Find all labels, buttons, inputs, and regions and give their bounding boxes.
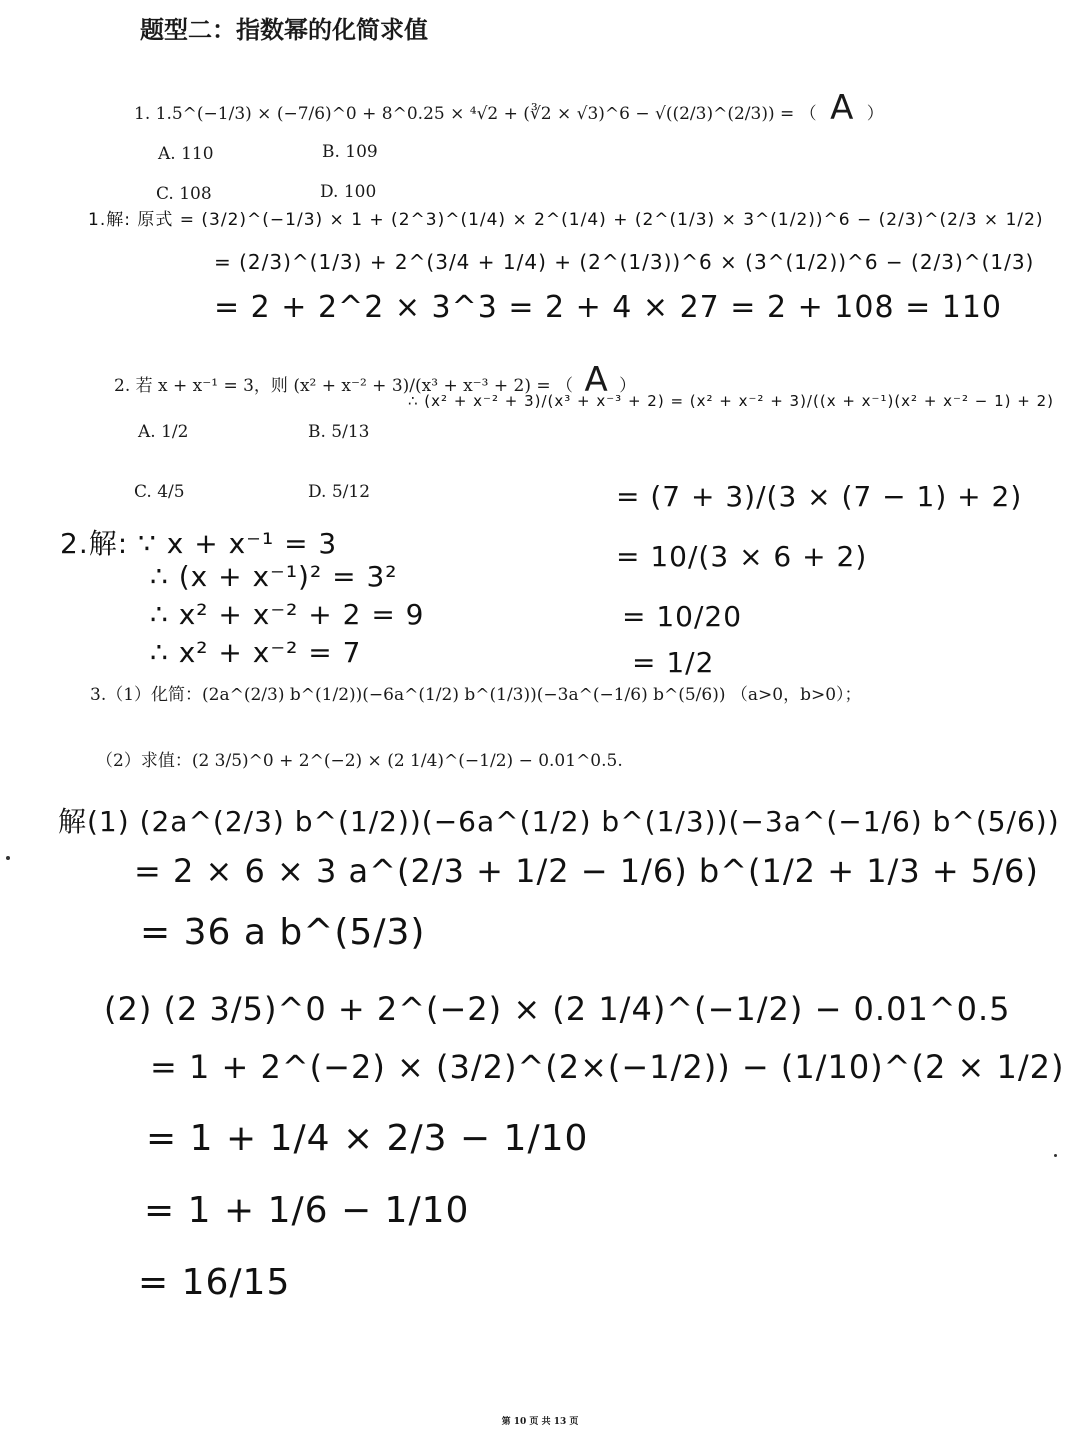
q3-solution-1-line-2: = 2 × 6 × 3 a^(2/3 + 1/2 − 1/6) b^(1/2 + 1/3 + 5/6) xyxy=(134,852,1039,890)
q2-solution-right-line-2: = (7 + 3)/(3 × (7 − 1) + 2) xyxy=(616,480,1023,513)
q2-option-d: D. 5/12 xyxy=(308,482,371,502)
q2-solution-left-line-1: 2.解: ∵ x + x⁻¹ = 3 xyxy=(60,527,338,560)
q1-solution-line-2: = (2/3)^(1/3) + 2^(3/4 + 1/4) + (2^(1/3))^6 × (3^(1/2))^6 − (2/3)^(1/3) xyxy=(214,250,1035,274)
q1-close-paren: ） xyxy=(866,104,884,124)
q3-solution-1-line-1: 解(1) (2a^(2/3) b^(1/2))(−6a^(1/2) b^(1/3))(−3a^(−1/6) b^(5/6)) xyxy=(58,805,1060,838)
q1-stem xyxy=(134,88,884,128)
q3-part-2: （2）求值：(2 3/5)^0 + 2^(−2) × (2 1/4)^(−1/2) − 0.01^0.5. xyxy=(96,751,623,771)
q2-solution-right-line-4: = 10/20 xyxy=(622,600,743,633)
q2-option-a: A. 1/2 xyxy=(138,422,189,442)
q2-solution-left-line-3: ∴ x² + x⁻² + 2 = 9 xyxy=(150,598,425,631)
scan-dot xyxy=(6,856,10,860)
q1-stem-text: 1. 1.5^(−1/3) × (−7/6)^0 + 8^0.25 × ⁴√2 + (∛2 × √3)^6 − √((2/3)^(2/3)) = （ xyxy=(134,104,817,124)
q1-option-b: B. 109 xyxy=(322,142,378,162)
q2-solution-left-line-2: ∴ (x + x⁻¹)² = 3² xyxy=(150,560,398,593)
section-title: 题型二：指数幂的化简求值 xyxy=(140,15,428,44)
q2-option-c: C. 4/5 xyxy=(134,482,185,502)
scan-dot xyxy=(1054,1154,1057,1157)
q3-solution-2-line-4: = 1 + 1/6 − 1/10 xyxy=(144,1190,470,1231)
q1-option-d: D. 100 xyxy=(320,182,377,202)
q2-close-paren: ） xyxy=(619,376,637,396)
page-footer: 第 10 页 共 13 页 xyxy=(501,1417,579,1427)
q2-solution-left-line-4: ∴ x² + x⁻² = 7 xyxy=(150,636,362,669)
q2-stem-text: 2. 若 x + x⁻¹ = 3，则 (x² + x⁻² + 3)/(x³ + x⁻³ + 2) = （ xyxy=(114,376,574,396)
q1-option-a: A. 110 xyxy=(158,144,214,164)
q3-part-1: 3.（1）化简：(2a^(2/3) b^(1/2))(−6a^(1/2) b^(1/3))(−3a^(−1/6) b^(5/6)) （a>0，b>0）； xyxy=(90,685,862,705)
q1-solution-line-3: = 2 + 2^2 × 3^3 = 2 + 4 × 27 = 2 + 108 = 110 xyxy=(214,290,1003,325)
q3-solution-2-line-5: = 16/15 xyxy=(138,1262,291,1303)
q3-solution-2-line-2: = 1 + 2^(−2) × (3/2)^(2×(−1/2)) − (1/10)^(2 × 1/2) xyxy=(150,1048,1065,1086)
q1-option-c: C. 108 xyxy=(156,184,212,204)
q2-solution-right-line-1: ∴ (x² + x⁻² + 3)/(x³ + x⁻³ + 2) = (x² + x⁻² + 3)/((x + x⁻¹)(x² + x⁻² − 1) + 2) xyxy=(408,392,1054,410)
q2-option-b: B. 5/13 xyxy=(308,422,370,442)
q1-handwritten-answer: A xyxy=(830,88,854,128)
q2-handwritten-answer: A xyxy=(584,360,608,400)
q2-solution-right-line-5: = 1/2 xyxy=(632,646,715,679)
q2-solution-right-line-3: = 10/(3 × 6 + 2) xyxy=(616,540,868,573)
q1-solution-line-1: 1.解: 原式 = (3/2)^(−1/3) × 1 + (2^3)^(1/4) × 2^(1/4) + (2^(1/3) × 3^(1/2))^6 − (2/3)^(2/3 × 1/2) xyxy=(88,210,1044,230)
q3-solution-1-line-3: = 36 a b^(5/3) xyxy=(140,912,426,953)
q3-solution-2-line-1: (2) (2 3/5)^0 + 2^(−2) × (2 1/4)^(−1/2) − 0.01^0.5 xyxy=(104,990,1011,1028)
q3-solution-2-line-3: = 1 + 1/4 × 2/3 − 1/10 xyxy=(146,1118,589,1159)
